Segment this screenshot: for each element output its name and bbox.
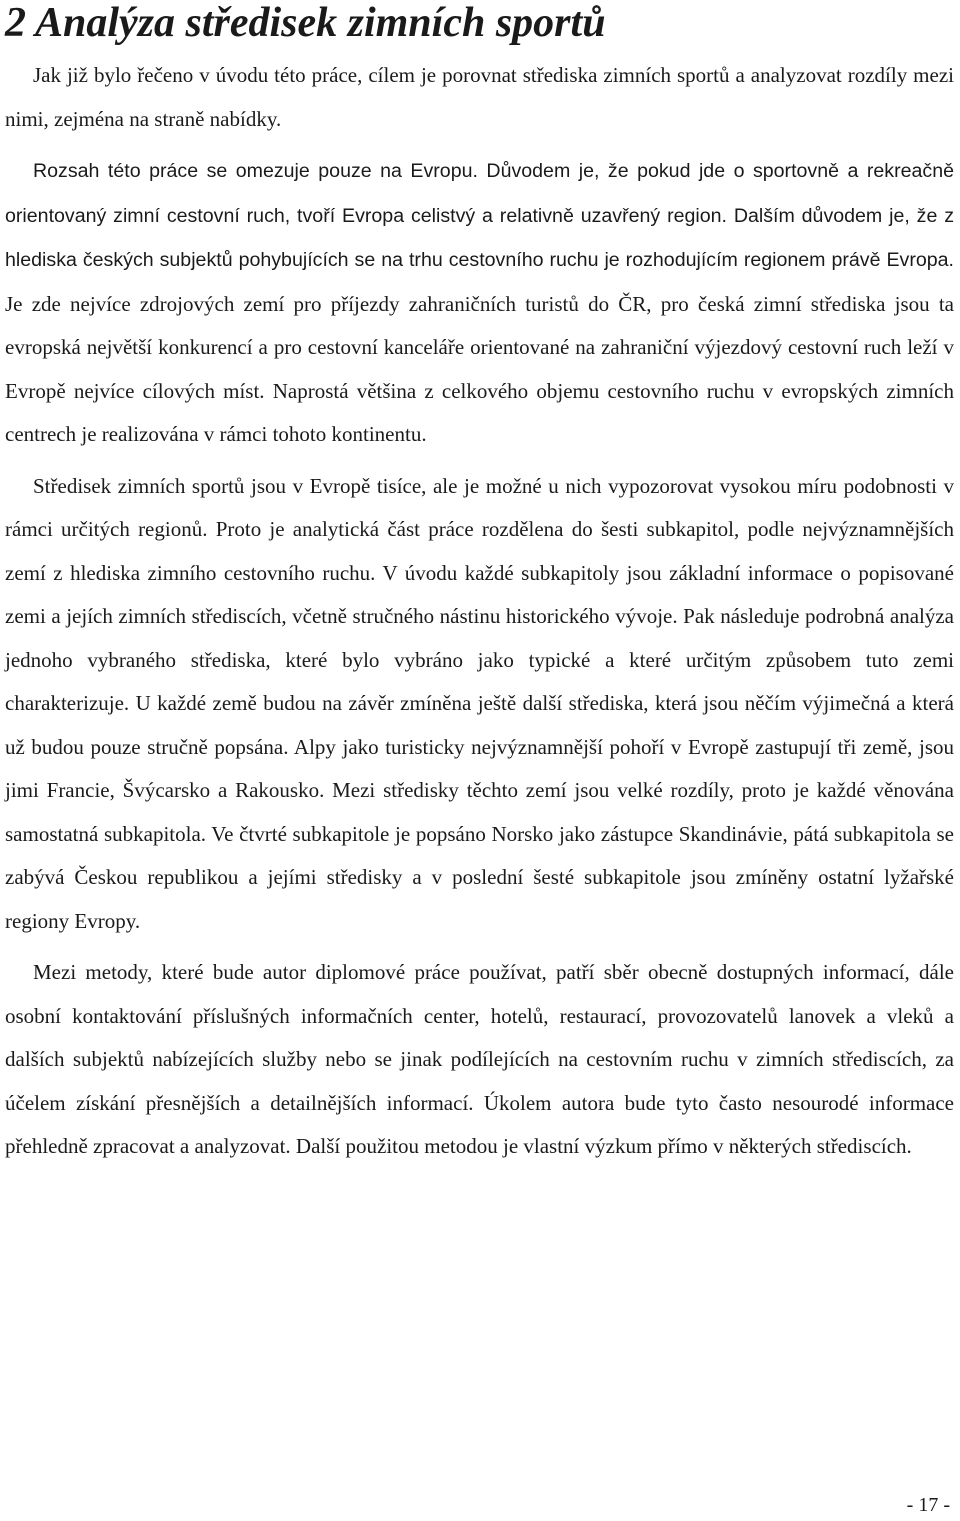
paragraph-2-part-2: Je zde nejvíce zdrojových zemí pro příjezdy zahraničních turistů do ČR, pro česká zimní střediska jsou ta evropská největší konkurencí a pro cestovní kanceláře orientované na zahraniční výjezdový cestovní ruch leží v Evropě nejvíce cílových míst. Naprostá většina z celkového objemu cestovního ruchu v evropských zimních centrech je realizována v rámci tohoto kontinentu. xyxy=(5,291,954,446)
paragraph-4: Mezi metody, které bude autor diplomové práce používat, patří sběr obecně dostupných informací, dále osobní kontaktování příslušných informačních center, hotelů, restaurací, provozovatelů lanovek a vleků a dalších subjektů nabízejících služby nebo se jinak podílejících na cestovním ruchu v zimních střediscích, za účelem získání přesnějších a detailnějších informací. Úkolem autora bude tyto často nesourodé informace přehledně zpracovat a analyzovat. Další použitou metodou je vlastní výzkum přímo v některých střediscích. xyxy=(5,960,954,1158)
paragraph-2-part-1: Rozsah této práce se omezuje pouze na Evropu. Důvodem je, že pokud jde o sportovně a rekreačně orientovaný zimní cestovní ruch, tvoří Evropa celistvý a relativně uzavřený region. Dalším důvodem je, že z hlediska českých subjektů pohybujících se na trhu cestovního ruchu je rozhodujícím regionem právě Evropa. xyxy=(5,160,954,271)
paragraph-3: Středisek zimních sportů jsou v Evropě tisíce, ale je možné u nich vypozorovat vysokou míru podobnosti v rámci určitých regionů. Proto je analytická část práce rozdělena do šesti subkapitol, podle nejvýznamnějších zemí z hlediska zimního cestovního ruchu. V úvodu každé subkapitoly jsou základní informace o popisované zemi a jejích zimních střediscích, včetně stručného nástinu historického vývoje. Pak následuje podrobná analýza jednoho vybraného střediska, které bylo vybráno jako typické a které určitým způsobem tuto zemi charakterizuje. U každé země budou na závěr zmíněna ještě další střediska, která jsou něčím výjimečná a která už budou pouze stručně popsána. Alpy jako turisticky nejvýznamnější pohoří v Evropě zastupují tři země, jsou jimi Francie, Švýcarsko a Rakousko. Mezi středisky těchto zemí jsou velké rozdíly, proto je každé věnována samostatná subkapitola. Ve čtvrté subkapitole je popsáno Norsko jako zástupce Skandinávie, pátá subkapitola se zabývá Českou republikou a jejími středisky a v poslední šesté subkapitole jsou zmíněny ostatní lyžařské regiony Evropy. xyxy=(5,473,954,933)
paragraph-2 xyxy=(5,149,954,457)
page-number: - 17 - xyxy=(906,1494,950,1516)
chapter-heading: 2 Analýza středisek zimních sportů xyxy=(5,0,606,46)
paragraph-1: Jak již bylo řečeno v úvodu této práce, cílem je porovnat střediska zimních sportů a analyzovat rozdíly mezi nimi, zejména na straně nabídky. xyxy=(5,63,954,131)
